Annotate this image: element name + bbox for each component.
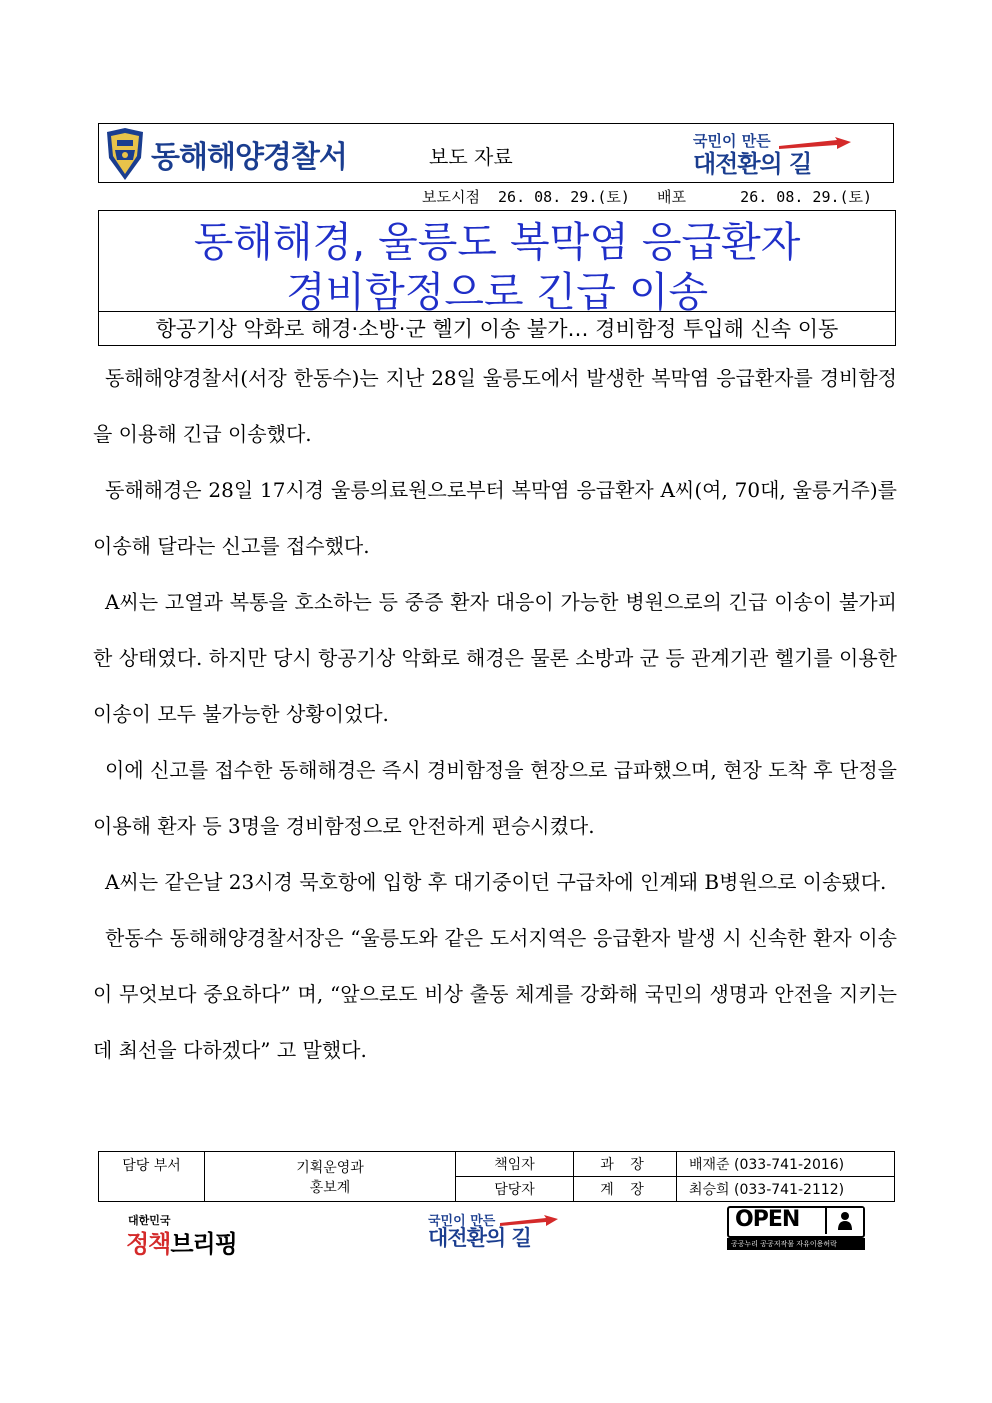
attribution-icon <box>825 1208 863 1234</box>
open-license-logo <box>727 1206 865 1250</box>
headline-line1: 동해해경, 울릉도 복막염 응급환자 <box>193 218 801 266</box>
policy-logo-text <box>126 1224 237 1259</box>
person-cell: 배재준 (033-741-2016) <box>677 1152 895 1177</box>
slogan-line1: 국민이 만든 <box>693 132 771 150</box>
policy-logo-text-b: 브리핑 <box>170 1230 237 1258</box>
dept-line1: 기획운영과 <box>296 1159 364 1176</box>
open-license-caption: 공공누리 공공저작물 자유이용허락 <box>727 1238 865 1250</box>
slogan-line2: 대전환의 길 <box>693 150 812 178</box>
footer-slogan-logo <box>428 1210 558 1254</box>
paragraph: 이에 신고를 접수한 동해해경은 즉시 경비함정을 현장으로 급파했으며, 현장 도착 후 단정을 이용해 환자 등 3명을 경비함정으로 안전하게 편승시켰다. <box>93 758 897 838</box>
footer-slogan-line2: 대전환의 길 <box>428 1226 531 1250</box>
role-cell: 담당자 <box>456 1177 574 1202</box>
paragraph: 한동수 동해해양경찰서장은 “울릉도와 같은 도서지역은 응급환자 발생 시 신속한 환자 이송이 무엇보다 중요하다” 며, “앞으로도 비상 출동 체계를 강화해 국민의 생명과 안전을 지키는데 최선을 다하겠다” 고 말했다. <box>93 926 897 1062</box>
policy-logo-text-a: 정책 <box>126 1230 171 1258</box>
paragraph: 동해해양경찰서(서장 한동수)는 지난 28일 울릉도에서 발생한 복막염 응급환자를 경비함정을 이용해 긴급 이송했다. <box>93 366 897 446</box>
contact-table <box>98 1151 895 1202</box>
policy-logo-small: 대한민국 <box>128 1214 171 1227</box>
release-dateline: 보도시점 26. 08. 29.(토) 배포 26. 08. 29.(토) <box>422 188 873 206</box>
footer-slogan-line1: 국민이 만든 <box>428 1214 496 1229</box>
position-cell: 과 장 <box>574 1152 677 1177</box>
title-box <box>98 210 896 346</box>
article-body <box>93 350 897 1078</box>
role-cell: 책임자 <box>456 1152 574 1177</box>
dept-line2: 홍보계 <box>309 1179 351 1196</box>
subheadline: 항공기상 악화로 해경·소방·군 헬기 이송 불가… 경비함정 투입해 신속 이동 <box>99 311 895 347</box>
header-box <box>98 123 894 183</box>
org-logo <box>105 128 347 180</box>
paragraph: A씨는 고열과 복통을 호소하는 등 중증 환자 대응이 가능한 병원으로의 긴급 이송이 불가피한 상태였다. 하지만 당시 항공기상 악화로 해경은 물론 소방과 군 등 관계기관 헬기를 이용한 이송이 모두 불가능한 상황이었다. <box>93 590 897 726</box>
dept-name <box>205 1152 456 1202</box>
coast-guard-emblem-icon <box>105 128 145 180</box>
org-name: 동해해양경찰서 <box>151 140 347 175</box>
table-row <box>99 1152 895 1177</box>
document-type: 보도 자료 <box>429 145 513 169</box>
paragraph: 동해해경은 28일 17시경 울릉의료원으로부터 복막염 응급환자 A씨(여, 70대, 울릉거주)를 이송해 달라는 신고를 접수했다. <box>93 478 897 558</box>
slogan-arrow-icon <box>779 137 851 151</box>
paragraph: A씨는 같은날 23시경 묵호항에 입항 후 대기중이던 구급차에 인계돼 B병원으로 이송됐다. <box>105 870 887 894</box>
footer-slogan-arrow-icon <box>500 1215 558 1227</box>
person-cell: 최승희 (033-741-2112) <box>677 1177 895 1202</box>
open-license-text: OPEN <box>735 1207 800 1232</box>
position-cell: 계 장 <box>574 1177 677 1202</box>
dept-label: 담당 부서 <box>99 1152 205 1202</box>
headline-line2: 경비함정으로 긴급 이송 <box>285 268 709 316</box>
slogan-logo <box>693 130 851 178</box>
headline <box>99 217 895 317</box>
